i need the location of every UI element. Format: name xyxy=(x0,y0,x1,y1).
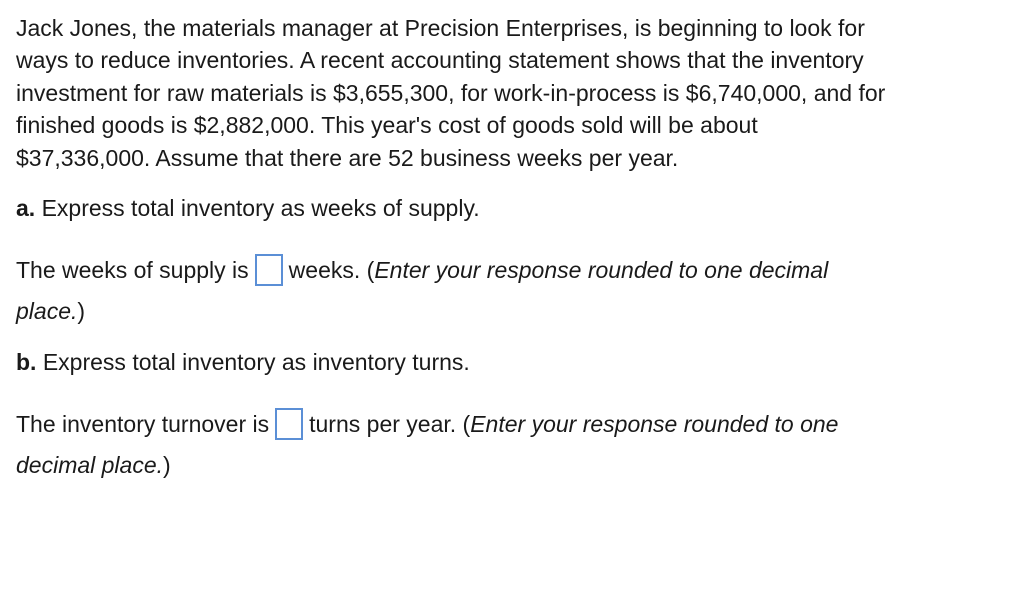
part-a-answer xyxy=(16,250,1008,332)
part-b-hint-cont: decimal place. xyxy=(16,452,164,479)
problem-line: finished goods is $2,882,000. This year's cost of goods sold will be about xyxy=(16,112,758,139)
part-a-close: ) xyxy=(77,298,86,325)
part-b-question: Express total inventory as inventory turns. xyxy=(36,349,470,376)
inventory-turnover-input[interactable] xyxy=(275,408,303,440)
part-a-suffix: weeks. ( xyxy=(288,257,375,284)
part-b-hint: Enter your response rounded to one xyxy=(470,411,839,438)
part-b-close: ) xyxy=(163,452,171,479)
part-b-prefix: The inventory turnover is xyxy=(16,411,270,438)
part-a-heading xyxy=(16,192,1008,224)
part-a-letter: a. xyxy=(16,195,36,222)
part-b-letter: b. xyxy=(16,349,37,376)
part-a-hint-cont: place. xyxy=(16,298,78,325)
problem-line: ways to reduce inventories. A recent accounting statement shows that the inventory xyxy=(16,47,864,74)
part-b-suffix: turns per year. ( xyxy=(309,411,471,438)
problem-line: Jack Jones, the materials manager at Precision Enterprises, is beginning to look for xyxy=(16,15,865,41)
part-b-heading xyxy=(16,346,1008,378)
weeks-of-supply-input[interactable] xyxy=(255,254,283,286)
part-a-prefix: The weeks of supply is xyxy=(16,257,249,284)
problem-line: investment for raw materials is $3,655,300, for work-in-process is $6,740,000, and for xyxy=(16,79,886,106)
problem-line: $37,336,000. Assume that there are 52 business weeks per year. xyxy=(16,144,679,171)
problem-statement xyxy=(16,12,1008,174)
part-a-question: Express total inventory as weeks of supply. xyxy=(35,195,480,222)
part-a-hint: Enter your response rounded to one decimal xyxy=(374,257,829,284)
part-b-answer xyxy=(16,404,1008,486)
